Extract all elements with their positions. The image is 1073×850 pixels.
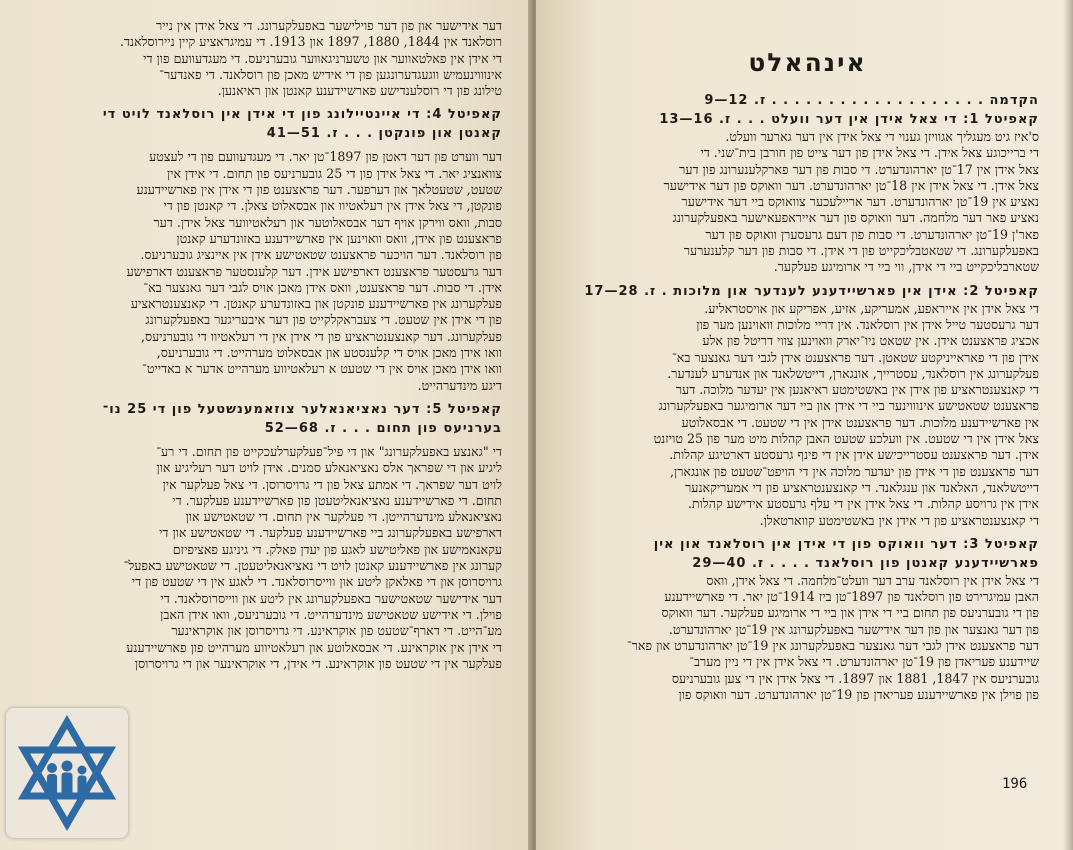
text-line: טילונג פון די רוסלענדישע פארשיידענע קאנטן און ראיאנען. bbox=[217, 83, 502, 99]
text-line: ליגיע און די שפראך אלס נאציאנאלע סמנים. אידן לויט דער רעליגיע און bbox=[156, 460, 502, 476]
text-line: אכציג פראצענט אידן. אין שטאט ניו־יארק וואוינען צווי דריטל פון אלע bbox=[702, 333, 1039, 349]
text-line: דיגע מינדערהייט. bbox=[417, 377, 502, 393]
text-line: פון די גובערניעס פון תחום ביי די אידן און ביי די ארומיגע פעלקער. דער וואוקס bbox=[661, 605, 1039, 621]
right-page bbox=[536, 0, 1073, 850]
text-line: גובערניעס אין 1847, 1881 און 1897. די צאל אידן אין די צען גובערניעס bbox=[671, 670, 1039, 686]
text-line: צוואנציג יאר. די צאל אידן פון די 25 גובערניעס פון תחום. די אידן אין bbox=[166, 165, 502, 181]
text-line: שטארבליכקייט ביי די אידן, ווי ביי די ארומיגע פעלקער. bbox=[773, 259, 1039, 275]
text-line: אידן. דער פראצענט עסטרייכישע אידן אין די פינף גרעסטע דארטיגע קהלות. bbox=[669, 447, 1039, 463]
text-line: דער ווערט פון דער דאטן פון 1897־טן יאר. די מעגדעוועם פון די לעצטע bbox=[149, 149, 502, 165]
text-line: דארפישע באפעלקערונג ביי פארשיידענע פעלקער. די שטאטישע און די bbox=[159, 525, 502, 541]
text-line: גרויסרוסן און די פאלאקן ליטע און ווייסרוסלאנד. די לאגע אין די שטעט פון די bbox=[131, 574, 502, 590]
text-line: נאציע אין 19־טן יארהונדערט. דער אריילעכער צוואוקס ביי דער אידישער bbox=[681, 194, 1039, 210]
text-line: דער אידישער שטאטישער באפעלקערונג אין ליטע און ווייסרוסלאנד. די bbox=[160, 590, 502, 606]
text-line: די אידן אין פאלטאווער און טשערניגאווער גובערניעס. די מעגדעוועם פון די bbox=[143, 50, 502, 66]
text-line: באפעלקערונג. די שטאטבליכקייט פון די אידן. די סבות פון דער קלענערער bbox=[683, 243, 1039, 259]
page-number: 196 bbox=[1002, 776, 1028, 792]
text-line: פונקטן, די צאל אידן אין רעלאטיוו און אבסאלוט צאלן. די קאנטן פון די bbox=[163, 198, 502, 214]
text-line: דער פראצענט פון די אידן פון יעדער מלוכה אין די הויפט־שטעט פון אונגארן, bbox=[669, 463, 1039, 479]
text-line: פעלקערונג אין רוסלאנד, עסטרייך, אונגארן, דייטשלאנד און אנדערע לענדער. bbox=[667, 365, 1039, 381]
text-line: אידן פון די פאראייניקטע שטאטן. דער פראצענט אידן לגבי דער גאנצער בא־ bbox=[671, 349, 1039, 365]
chapter-5-heading: קאפיטל 5: דער נאציאנאלער צוזאמענשטעל פון די 25 נו־ bbox=[102, 401, 502, 417]
text-line: די ברייכוגע צאל אידן. די צאל אידן פון דער צייט פון חורבן בית־שני. די bbox=[700, 145, 1039, 161]
text-line: די קאנצענטראציע פון אידן אין באשטימטע ראיאנען אין יעדער מלוכה. דער bbox=[675, 382, 1039, 398]
intro-entry: הקדמה . . . . . . . . . . . . . . . . . . . ז. 12—9 bbox=[704, 93, 1039, 108]
text-line: פון דער גאנצער און פון דער אידישער באפעלקערונג אין 19־טן יארהונדערט. bbox=[668, 621, 1039, 637]
text-line: פון פוילן אין פארשיידענע פעריאדן פון 19־טן יארהונדערט. דער וואוקס פון bbox=[678, 686, 1039, 702]
text-line: לויט דער שפראך. די אמתע צאל פון די גרויסרוסן. די צאל פעלקער אין bbox=[162, 476, 502, 492]
text-line: צאל אידן אין 17־טן יארהונדערט. די סבות פון דער פארקלענערונג פון דער bbox=[679, 161, 1039, 177]
text-line: דער פראצענט אידן לגבי דער גאנצער באפעלקערונג אין 19־טן יארהונדערט און פאר־ bbox=[626, 638, 1039, 654]
chapter-4-heading: קאפיטל 4: די איינטיילונג פון די אידן אין רוסלאנד לויט די bbox=[102, 107, 502, 123]
chapter-3-heading: קאפיטל 3: דער וואוקס פון די אידן אין רוסלאנד און אין bbox=[653, 536, 1039, 552]
text-line: די צאל אידן אין רוסלאנד ערב דער וועלט־מלחמה. די צאל אידן, וואס bbox=[706, 572, 1039, 588]
text-line: פעלקער אין די שטעט פון אוקראינע. די אידן, די אוקראינער און די גרויסרוסן bbox=[134, 655, 502, 671]
text-line: פון רוסלאנד. דער הויכער פראצענט שטאטישע אידן אין איינציג גובערניעס. bbox=[140, 247, 502, 263]
text-line: רוסלאנד אין 1844, 1880, 1897 און 1913. די עמיגראציע קיין ניירוסלאנד. bbox=[119, 34, 502, 50]
page-title: אינהאלט bbox=[748, 48, 867, 77]
text-line: דייטשלאנד, האלאנד און ענגלאנד. די קאנצענטראציע פון די אמעריקאנער bbox=[685, 479, 1039, 495]
text-line: וואו אידן מאכן אויס אין די שטעט א רעלאטיווע מערהייט אדער א באדייט־ bbox=[142, 361, 502, 377]
text-line: אידן. די סבות. דער פראצענט, וואס אידן מאכן אויס לגבי דער גאנצער בא־ bbox=[143, 279, 502, 295]
text-line: מע־הייט. די דארף־שטעט פון אוקראינע. די גרויסרוסן און אוקראינער bbox=[171, 623, 502, 639]
text-line: וואו אידן מאכן אויס די קלענסטע און אבסאלוט מערהייט. די גובערניעס, bbox=[156, 345, 502, 361]
text-line: אינוווינעמיש ווגעגדערונגען פון די אידיש מאכן פון רוסלאנד. די פאנדער־ bbox=[159, 66, 502, 82]
text-line: צאל אידן. די צאל אידן אין 18־טן יארהונדערט. דער וואוקס פון דער אידישער bbox=[663, 177, 1039, 193]
chapter-3-heading-pages: פארשיידענע קאנטן פון רוסלאנד . . . . ז. 40—29 bbox=[692, 555, 1039, 571]
text-line: פראצענט פון אידן, וואס וואוינען אין פארשיידענע באזונדערע קאנטן bbox=[176, 230, 502, 246]
text-line: די אידן אין אוקראינע. די אבסאלוטע און רעלאטיווע מערהייט פון פארשיידענע bbox=[126, 639, 502, 655]
text-line: די צאל אידן אין אייראפע, אמעריקע, אזיע, אפריקע און אויסטראליע. bbox=[704, 300, 1039, 316]
text-line: די "גאנצע באפעלקערונג" און די פיל־פעלקערלעכקייט פון תחום. די רע־ bbox=[156, 443, 502, 459]
chapter-2-heading: קאפיטל 2: אידן אין פארשיידענע לענדער און מלוכות . ז. 28—17 bbox=[584, 283, 1039, 299]
text-line: ס'איז גיט מעגליך אגוויזן גענוי די צאל אידן אין דער גארער וועלט. bbox=[725, 129, 1039, 144]
chapter-1-heading: קאפיטל 1: די צאל אידן אין דער וועלט . . . ז. 16—13 bbox=[659, 112, 1039, 127]
left-page-text bbox=[54, 18, 502, 672]
text-line: פעלקערונג אין פארשיידענע פונקטן און באזונדערע קאנטן. די קאנצענטראציע bbox=[130, 296, 502, 312]
text-line: פאר'ן 19־טן יארהונדערט. די סבות פון דעם גרעסערן וואוקס פון דער bbox=[705, 226, 1039, 242]
text-line: האבן עמיגרירט פון רוסלאנד פון 1897־טן ביז 1914־טן יאר. די פארשיידענע bbox=[664, 589, 1039, 605]
text-line: דער גרעסטער טייל אידן אין רוסלאנד. אין דריי מלוכות וואוינען מער פון bbox=[696, 316, 1039, 332]
page-edge-shadow bbox=[1063, 0, 1073, 850]
text-line: די קאנצענטראציע פון די אידן אין באשטימטע קווארטאלן. bbox=[759, 512, 1039, 528]
text-line: פראצענט שטאטישע אינוווינער ביי די אידן און ביי דער ארומיגער באפעלקערונג bbox=[658, 398, 1039, 414]
text-line: אין פארשיידענע מלוכות. דער פראצענט אידן אין די שטעט. די אבסאלוטע bbox=[681, 414, 1039, 430]
text-line: אידן אין גרויסע קהלות. די צאל אידן אין די עלף גרעסטע אידישע קהלות. bbox=[687, 496, 1039, 512]
text-line: עקאנאמישע און פאליטישע לאגע פון יעדן פאלק. די גיניגע פאציפיזם bbox=[172, 541, 502, 557]
text-line: שיידענע פעריאדן פון 19־טן יארהונדערט. די צאל אידן אין די ניין מערב־ bbox=[689, 654, 1039, 670]
text-line: דער אידישער און פון דער פוילישער באפעלקערונג. די צאל אידן אין נייר bbox=[155, 18, 502, 33]
star-of-david-logo bbox=[6, 708, 128, 838]
text-line: פוילן. די אידישע שטאטישע מינדערהייט. די גובערניעס, וואו אידן האבן bbox=[160, 606, 502, 622]
chapter-5-heading-pages: בערניעס פון תחום . . . ז. 68—52 bbox=[264, 420, 502, 436]
text-line: נאציאנאלע מינדערהייטן. די פעלקער אין תחום. די שטאטישע און bbox=[185, 509, 502, 525]
text-line: פון די אידן אין שטעט. די צעבראקלקייט פון דער איבעריגער באפעלקערונג bbox=[145, 312, 502, 328]
text-line: נאציע פאר דער מלחמה. דער וואוקס פון דער אייראפעאישער באפעלקערונג bbox=[672, 210, 1039, 226]
right-page-text bbox=[576, 91, 1039, 703]
text-line: קערונג אין פארשיידענע קאנטן לויט די נאציאנאליטעטן. די שטאטישע באפעל־ bbox=[123, 558, 502, 574]
text-line: סבות, וואס ווירקן אויף דער אבסאלוטער און רעלאטיווער צאל אידן. דער bbox=[153, 214, 502, 230]
text-line: שטעט, שטעטלאך און דערפער. דער פראצענט פון די אידן אין פארשיידענע bbox=[136, 182, 502, 198]
star-of-david-icon bbox=[6, 708, 128, 838]
text-line: דער גרעסטער פראצענט דארפישע אידן. דער קלענסטער פראצענט דארפישע bbox=[126, 263, 502, 279]
chapter-4-heading-pages: קאנטן און פונקטן . . . ז. 51—41 bbox=[266, 126, 502, 142]
text-line: פעלקערונג. דער קאנצענטראציע פון די אידן אין די רעלאטיוו די גובערניעס, bbox=[140, 328, 502, 344]
text-line: צאל אידן אין די שטעט. אין וועלכע שטעט האבן קהלות מיט מער פון 25 טויזנט bbox=[653, 431, 1039, 447]
text-line: תחום. די פארשיידענע נאציאנאליטעטן פון פארשיידענע פעלקער. די bbox=[172, 492, 502, 508]
